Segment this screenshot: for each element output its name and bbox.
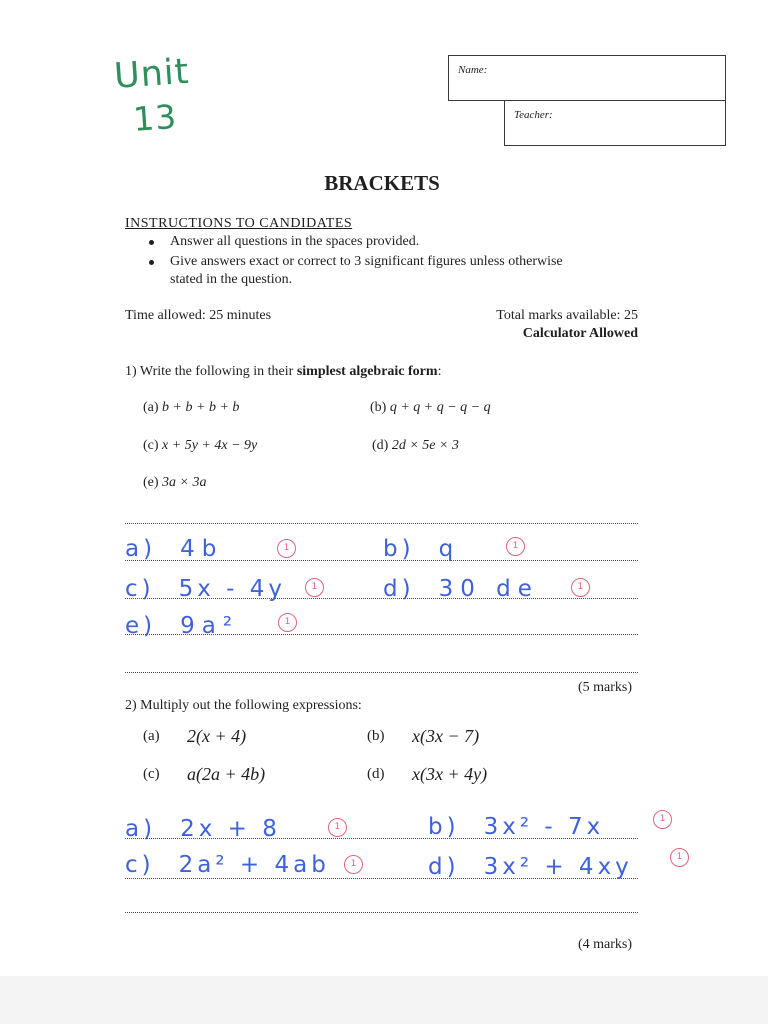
part-expression: x + 5y + 4x − 9y xyxy=(162,438,258,453)
question-1-answer-c xyxy=(125,575,286,603)
question-2-mark-b: 1 xyxy=(653,810,672,829)
page-title: BRACKETS xyxy=(324,171,440,195)
answer-line xyxy=(125,523,638,524)
answer-label: e) xyxy=(125,613,157,639)
handwritten-unit-number: 13 xyxy=(131,96,179,139)
instructions-heading: INSTRUCTIONS TO CANDIDATES xyxy=(125,216,353,231)
answer-text: 3x² - 7x xyxy=(483,814,605,840)
name-box xyxy=(448,55,726,101)
question-2-answer-a xyxy=(125,815,281,843)
question-2-mark-d: 1 xyxy=(670,848,689,867)
total-marks: Total marks available: 25 xyxy=(496,308,638,323)
answer-label: a) xyxy=(125,816,157,842)
answer-text: 2a² + 4ab xyxy=(178,852,330,878)
instruction-bullet-1: Answer all questions in the spaces provided. xyxy=(170,234,420,249)
question-2-mark-a: 1 xyxy=(328,818,347,837)
question-2-marks: (4 marks) xyxy=(577,937,632,952)
question-2-mark-c: 1 xyxy=(344,855,363,874)
answer-line xyxy=(125,912,638,913)
answer-label: b) xyxy=(383,536,415,562)
question-2-answer-d xyxy=(428,853,633,881)
question-2-part-b-expression: x(3x − 7) xyxy=(412,726,480,746)
question-2-answer-b xyxy=(428,813,604,841)
bullet-icon xyxy=(149,260,154,265)
question-1-mark-e: 1 xyxy=(278,613,297,632)
question-2-part-c-expression: a(2a + 4b) xyxy=(187,764,266,784)
answer-label: d) xyxy=(383,576,415,602)
question-1-part-d xyxy=(372,438,459,454)
answer-text: 9a² xyxy=(180,613,240,639)
question-2-part-b-label: (b) xyxy=(367,728,385,744)
question-2-answer-c xyxy=(125,851,330,879)
question-1-part-c xyxy=(143,438,257,454)
question-2-prompt: 2) Multiply out the following expressions: xyxy=(125,698,362,713)
question-2-part-c-label: (c) xyxy=(143,766,160,782)
bullet-icon xyxy=(149,240,154,245)
question-1-answer-d xyxy=(383,575,539,603)
question-1-prompt-colon: : xyxy=(437,364,442,379)
answer-text: 3x² + 4xy xyxy=(483,854,633,880)
question-1-prompt-text: 1) Write the following in their xyxy=(125,364,297,379)
question-2-part-a-label: (a) xyxy=(143,728,160,744)
answer-line xyxy=(125,672,638,673)
part-label: (a) xyxy=(143,400,159,415)
answer-text: 5x - 4y xyxy=(178,576,287,602)
answer-text: 4b xyxy=(180,536,224,562)
part-expression: 3a × 3a xyxy=(162,475,207,490)
part-label: (d) xyxy=(372,438,389,453)
teacher-box xyxy=(504,100,726,146)
answer-label: a) xyxy=(125,536,157,562)
question-1-answer-b xyxy=(383,535,457,563)
name-label: Name: xyxy=(458,64,488,76)
question-1-mark-b: 1 xyxy=(506,537,525,556)
scan-edge xyxy=(0,976,768,1024)
part-label: (e) xyxy=(143,475,159,490)
answer-label: d) xyxy=(428,854,460,880)
question-1-prompt-emphasis: simplest algebraic form xyxy=(296,364,438,379)
time-allowed: Time allowed: 25 minutes xyxy=(125,308,272,323)
part-expression: b + b + b + b xyxy=(162,400,240,415)
handwritten-unit-label: Unit xyxy=(112,51,191,97)
question-1-mark-a: 1 xyxy=(277,539,296,558)
answer-text: q xyxy=(438,536,458,562)
answer-text: 2x + 8 xyxy=(180,816,281,842)
question-1-mark-d: 1 xyxy=(571,578,590,597)
answer-label: c) xyxy=(125,852,155,878)
part-expression: 2d × 5e × 3 xyxy=(391,438,459,453)
part-label: (b) xyxy=(370,400,387,415)
question-1-part-e xyxy=(143,475,207,491)
question-1-mark-c: 1 xyxy=(305,578,324,597)
answer-label: c) xyxy=(125,576,155,602)
question-1-prompt xyxy=(125,364,441,380)
answer-text: 30 de xyxy=(438,576,539,602)
calculator-allowed: Calculator Allowed xyxy=(522,326,638,341)
question-2-part-a-expression: 2(x + 4) xyxy=(187,726,247,746)
question-2-part-d-expression: x(3x + 4y) xyxy=(412,764,488,784)
question-1-answer-a xyxy=(125,535,223,563)
answer-label: b) xyxy=(428,814,460,840)
instruction-bullet-2-line-1: Give answers exact or correct to 3 significant figures unless otherwise xyxy=(170,254,563,269)
question-1-part-a xyxy=(143,400,239,416)
teacher-label: Teacher: xyxy=(514,109,553,121)
part-label: (c) xyxy=(143,438,159,453)
part-expression: q + q + q − q − q xyxy=(389,400,491,415)
question-1-marks: (5 marks) xyxy=(577,680,632,695)
question-2-part-d-label: (d) xyxy=(367,766,385,782)
question-1-answer-e xyxy=(125,612,239,640)
instruction-bullet-2-line-2: stated in the question. xyxy=(170,272,293,287)
question-1-part-b xyxy=(370,400,491,416)
